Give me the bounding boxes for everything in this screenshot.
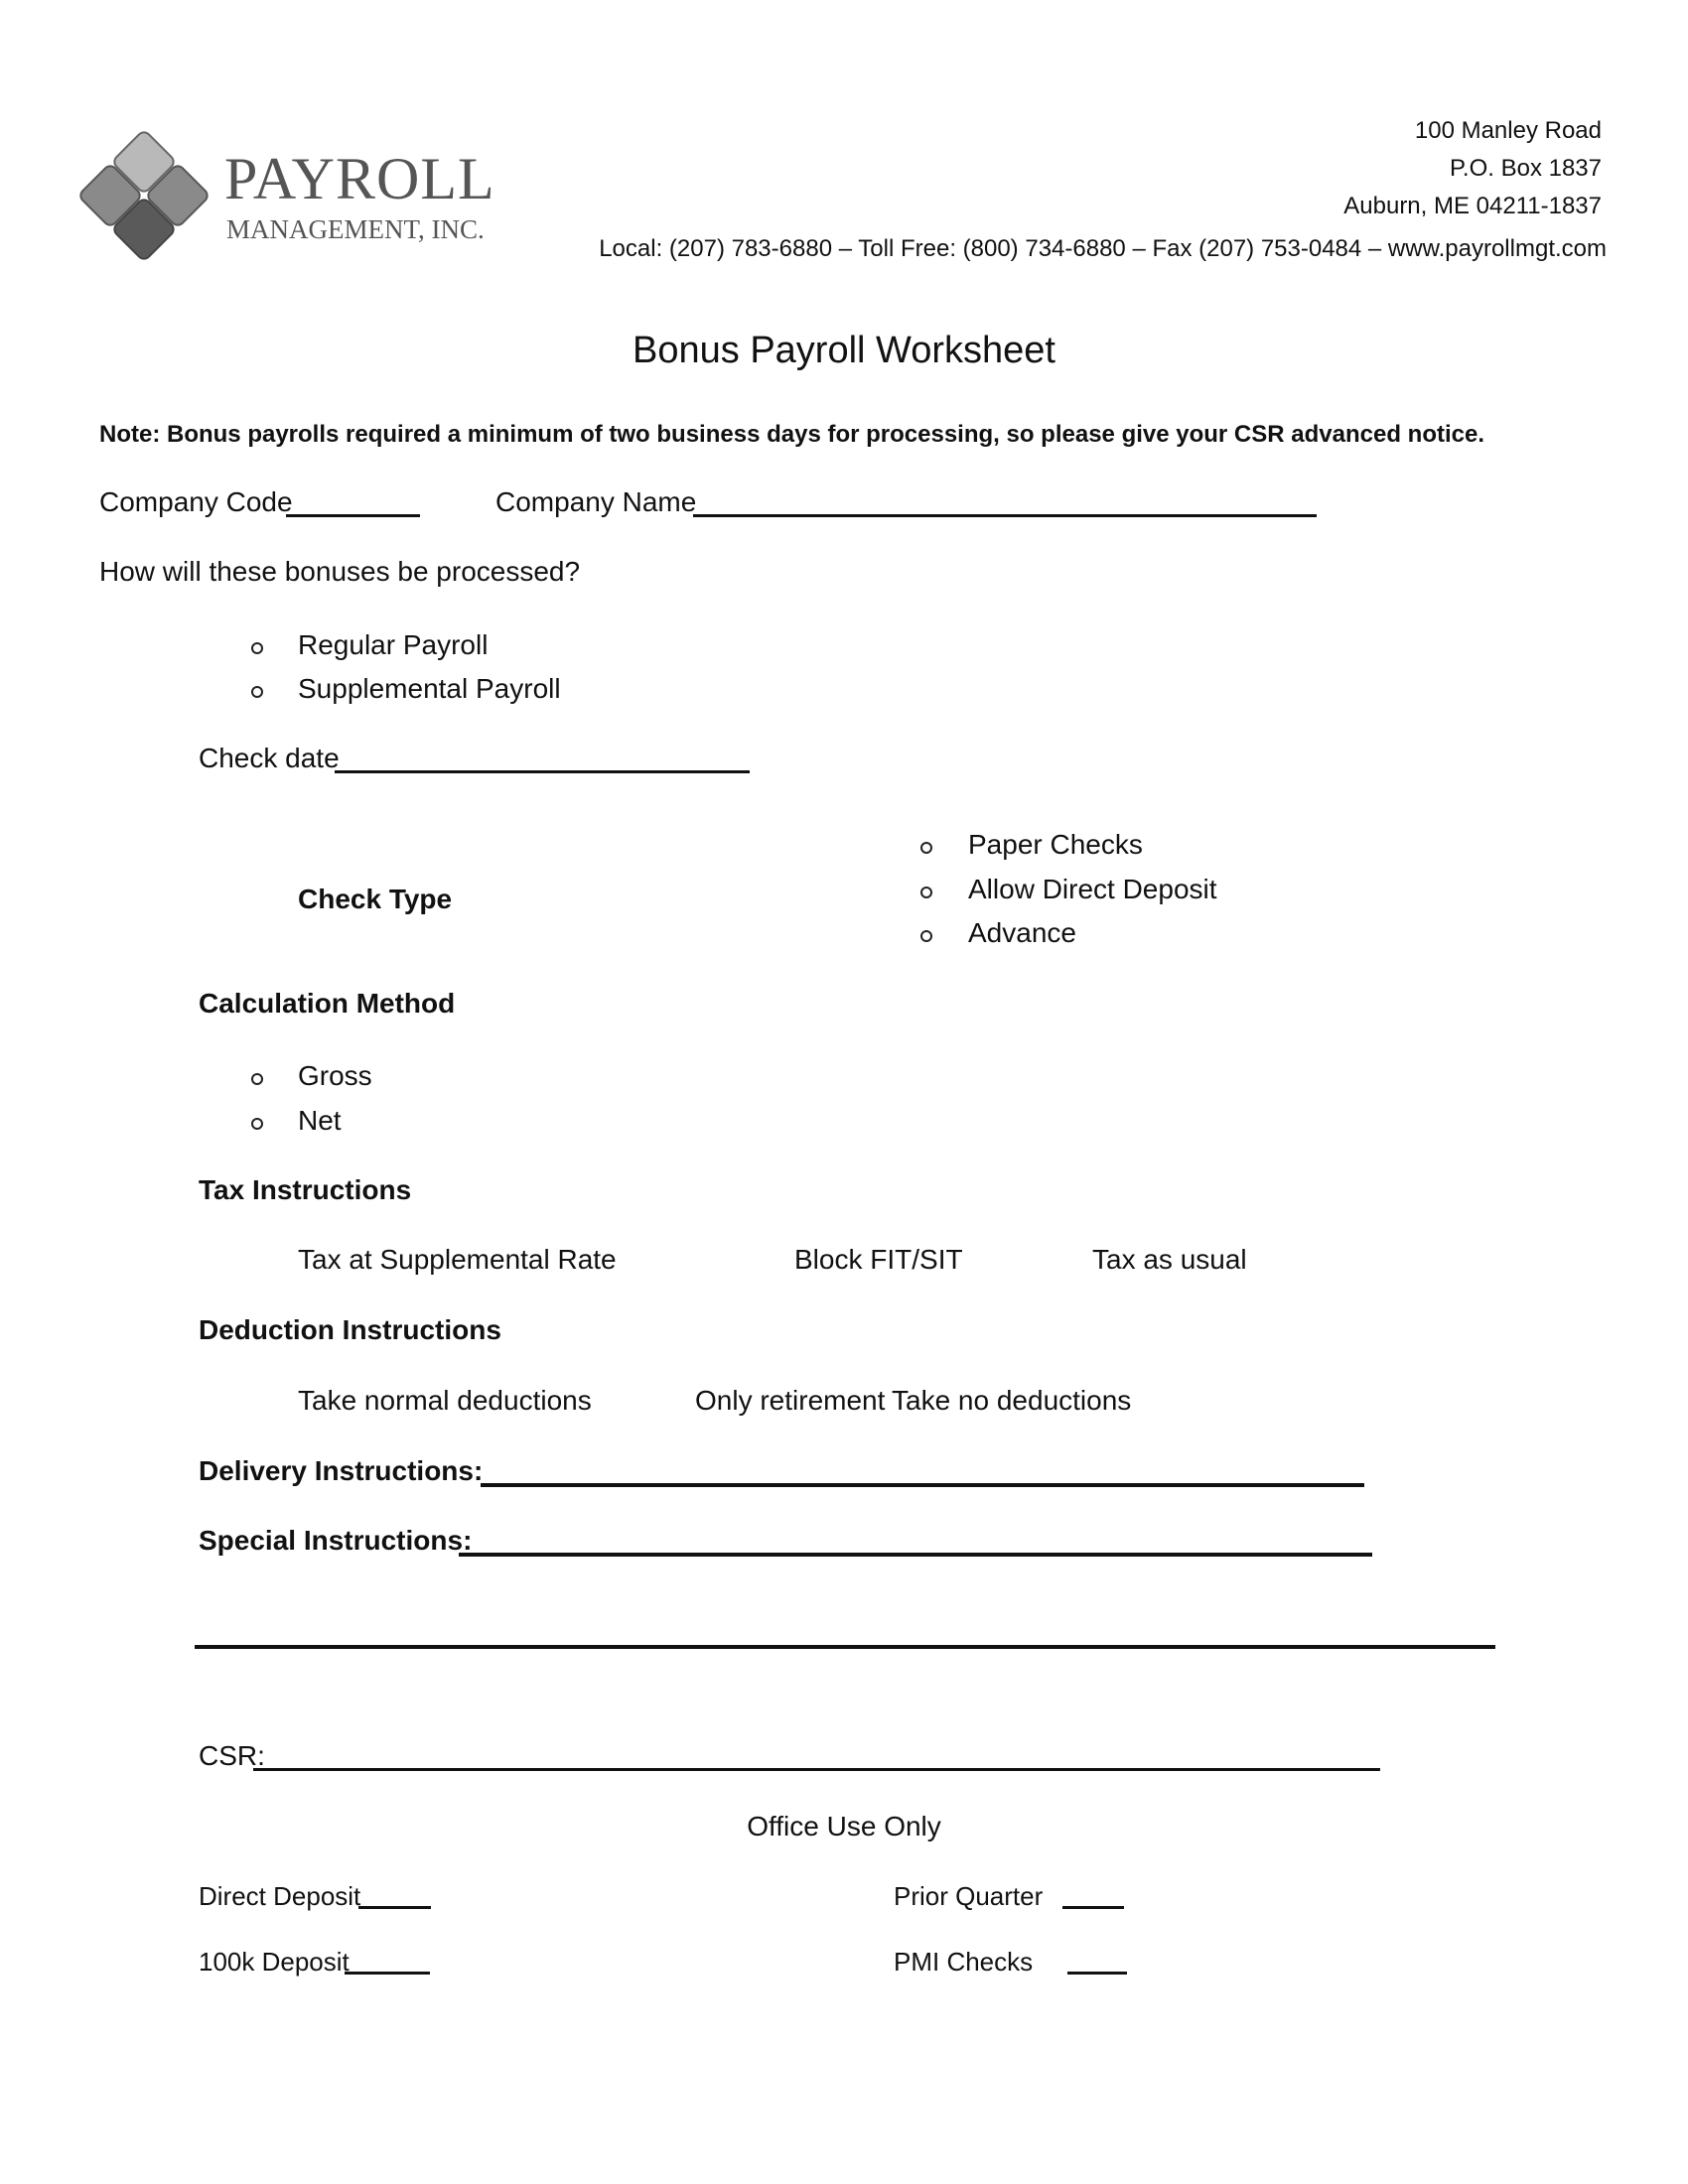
deduction-none-option[interactable]: Take no deductions	[892, 1385, 1132, 1416]
processing-question: How will these bonuses be processed?	[99, 556, 581, 587]
paper-checks-radio[interactable]	[920, 842, 932, 854]
address-line-2: P.O. Box 1837	[1450, 155, 1602, 182]
advance-radio[interactable]	[920, 930, 932, 942]
diamond-logo-icon	[77, 131, 226, 280]
processing-note: Note: Bonus payrolls required a minimum of two business days for processing, so please give your CSR advanced notice.	[99, 421, 1484, 448]
gross-label: Gross	[298, 1060, 372, 1091]
direct-deposit-radio[interactable]	[920, 887, 932, 898]
regular-payroll-label: Regular Payroll	[298, 629, 489, 660]
prior-quarter-label: Prior Quarter	[894, 1881, 1044, 1911]
direct-deposit-office-label: Direct Deposit	[199, 1881, 361, 1911]
check-type-label: Check Type	[298, 884, 453, 914]
company-code-field[interactable]	[286, 514, 420, 517]
tax-supplemental-option[interactable]: Tax at Supplemental Rate	[298, 1244, 617, 1275]
check-date-field[interactable]	[335, 770, 750, 773]
company-name-field[interactable]	[693, 514, 1317, 517]
pmi-checks-label: PMI Checks	[894, 1947, 1034, 1977]
csr-label: CSR:	[199, 1740, 265, 1771]
check-date-label: Check date	[199, 743, 340, 773]
net-label: Net	[298, 1105, 342, 1136]
prior-quarter-field[interactable]	[1062, 1906, 1124, 1909]
k-deposit-label: 100k Deposit	[199, 1947, 350, 1977]
delivery-instructions-label: Delivery Instructions:	[199, 1455, 484, 1486]
special-instructions-field-line-2[interactable]	[195, 1645, 1495, 1649]
office-use-title: Office Use Only	[747, 1811, 941, 1842]
supplemental-payroll-label: Supplemental Payroll	[298, 673, 561, 704]
k-deposit-field[interactable]	[345, 1972, 430, 1975]
deduction-normal-option[interactable]: Take normal deductions	[298, 1385, 592, 1416]
deduction-retirement-option[interactable]: Only retirement	[695, 1385, 886, 1416]
company-logo	[77, 131, 534, 280]
paper-checks-label: Paper Checks	[968, 829, 1143, 860]
gross-radio[interactable]	[251, 1073, 263, 1085]
advance-label: Advance	[968, 917, 1076, 948]
direct-deposit-label: Allow Direct Deposit	[968, 874, 1217, 904]
net-radio[interactable]	[251, 1118, 263, 1130]
delivery-instructions-field[interactable]	[481, 1483, 1364, 1487]
address-line-1: 100 Manley Road	[1414, 117, 1602, 144]
calculation-method-label: Calculation Method	[199, 988, 456, 1019]
regular-payroll-radio[interactable]	[251, 642, 263, 654]
address-line-3: Auburn, ME 04211-1837	[1343, 193, 1602, 219]
tax-instructions-label: Tax Instructions	[199, 1174, 412, 1205]
tax-block-option[interactable]: Block FIT/SIT	[794, 1244, 963, 1275]
deduction-instructions-label: Deduction Instructions	[199, 1314, 501, 1345]
logo-name: PAYROLL	[224, 146, 495, 211]
company-code-label: Company Code	[99, 486, 293, 517]
page-title: Bonus Payroll Worksheet	[633, 330, 1055, 371]
direct-deposit-office-field[interactable]	[358, 1906, 431, 1909]
csr-field[interactable]	[253, 1768, 1380, 1771]
logo-subtitle: MANAGEMENT, INC.	[226, 214, 485, 244]
company-name-label: Company Name	[495, 486, 697, 517]
tax-usual-option[interactable]: Tax as usual	[1092, 1244, 1247, 1275]
special-instructions-field[interactable]	[459, 1553, 1372, 1557]
special-instructions-label: Special Instructions:	[199, 1525, 473, 1556]
contact-line: Local: (207) 783-6880 – Toll Free: (800) 734-6880 – Fax (207) 753-0484 – www.payrollmgt.com	[599, 235, 1607, 262]
pmi-checks-field[interactable]	[1067, 1972, 1127, 1975]
supplemental-payroll-radio[interactable]	[251, 686, 263, 698]
